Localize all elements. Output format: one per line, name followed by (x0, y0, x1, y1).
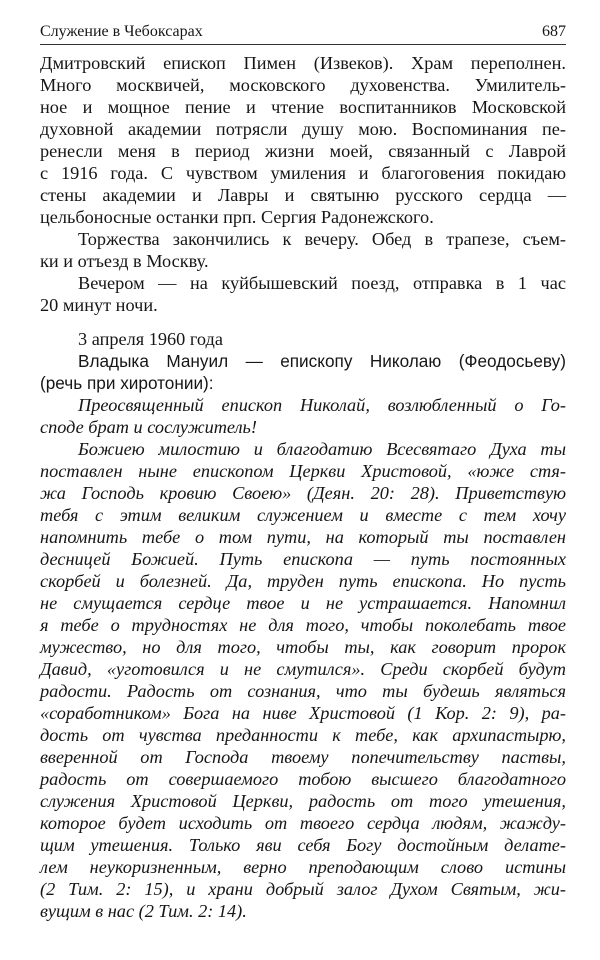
text-line: 3 апреля 1960 года (78, 329, 223, 349)
text-line: радости. Радость от сознания, что ты будешь являться (40, 681, 566, 701)
text-line: Давид, «уготовился и не смутился». Среди скорбей будут (40, 659, 566, 679)
text-line: ное и мощное пение и чтение воспитанников Московской (40, 97, 566, 117)
text-line: лем неукоризненным, верно преподающим слово истины (40, 857, 566, 877)
text-line: духовной академии потрясли душу мою. Воспоминания пе- (40, 119, 566, 139)
text-line: ренесли меня в период жизни моей, связанный с Лаврой (40, 141, 566, 161)
date-heading (40, 328, 566, 350)
text-line: которое будет исходить от твоего сердца людям, жажду- (40, 813, 566, 833)
text-line: Торжества закончились к вечеру. Обед в трапезе, съем- (78, 229, 566, 249)
text-line: десницей Божией. Путь епископа — путь постоянных (40, 549, 566, 569)
text-line: споде брат и сослужитель! (40, 417, 257, 437)
text-line: цельбоносные останки прп. Сергия Радонежского. (40, 207, 434, 227)
text-line: я тебе о трудностях не для того, чтобы поколебать твое (40, 615, 566, 635)
text-line: ки и отъезд в Москву. (40, 251, 209, 271)
chapter-title: Служение в Чебоксарах (40, 23, 203, 40)
text-line: (речь при хиротонии): (40, 373, 214, 393)
text-line: Божиею милостию и благодатию Всесвятаго Духа ты (78, 439, 566, 459)
text-line: тебя с этим великим служением и вместе с тем хочу (40, 505, 566, 525)
body-text (40, 52, 566, 922)
page-number: 687 (542, 23, 566, 40)
text-line: скорбей и болезней. Да, труден путь епископа. Но пусть (40, 571, 566, 591)
text-line: Преосвященный епископ Николай, возлюбленный о Го- (78, 395, 566, 415)
text-line: стены академии и Лавры и святыню русского сердца — (40, 185, 566, 205)
speech-salutation (40, 394, 566, 438)
text-line: напомнить тебе о том пути, на который ты поставлен (40, 527, 566, 547)
text-line: дость от чувства преданности к тебе, как архипастырю, (40, 725, 566, 745)
text-line: мужество, но для того, чтобы ты, как говорит пророк (40, 637, 566, 657)
text-line: поставлен ныне епископом Церкви Христовой, «юже стя- (40, 461, 566, 481)
text-line: (2 Тим. 2: 15), и храни добрый залог Духом Святым, жи- (40, 879, 566, 899)
text-line: Много москвичей, московского духовенства. Умилитель- (40, 75, 566, 95)
text-line: 20 минут ночи. (40, 295, 158, 315)
paragraph-1 (40, 52, 566, 228)
text-line: вверенной от Господа твоему попечительству паствы, (40, 747, 566, 767)
speech-body (40, 438, 566, 922)
paragraph-3 (40, 272, 566, 316)
text-line: «соработником» Бога на ниве Христовой (1 Кор. 2: 9), ра- (40, 703, 566, 723)
text-line: радость от совершаемого тобою высшего благодатного (40, 769, 566, 789)
text-line: не смущается сердце твое и не устрашается. Напомнил (40, 593, 566, 613)
text-line: служения Христовой Церкви, радость от того утешения, (40, 791, 566, 811)
text-line: Дмитровский епископ Пимен (Извеков). Храм переполнен. (40, 53, 566, 73)
paragraph-2 (40, 228, 566, 272)
running-header (40, 20, 566, 45)
text-line: с 1916 года. С чувством умиления и благоговения покидаю (40, 163, 566, 183)
text-line: Владыка Мануил — епископу Николаю (Феодосьеву) (78, 351, 566, 371)
speech-intro (40, 350, 566, 394)
text-line: жа Господь кровию Своею» (Деян. 20: 28). Приветствую (40, 483, 566, 503)
text-line: вущим в нас (2 Тим. 2: 14). (40, 901, 247, 921)
text-line: Вечером — на куйбышевский поезд, отправка в 1 час (78, 273, 566, 293)
text-line: щим утешения. Только яви себя Богу достойным делате- (40, 835, 566, 855)
